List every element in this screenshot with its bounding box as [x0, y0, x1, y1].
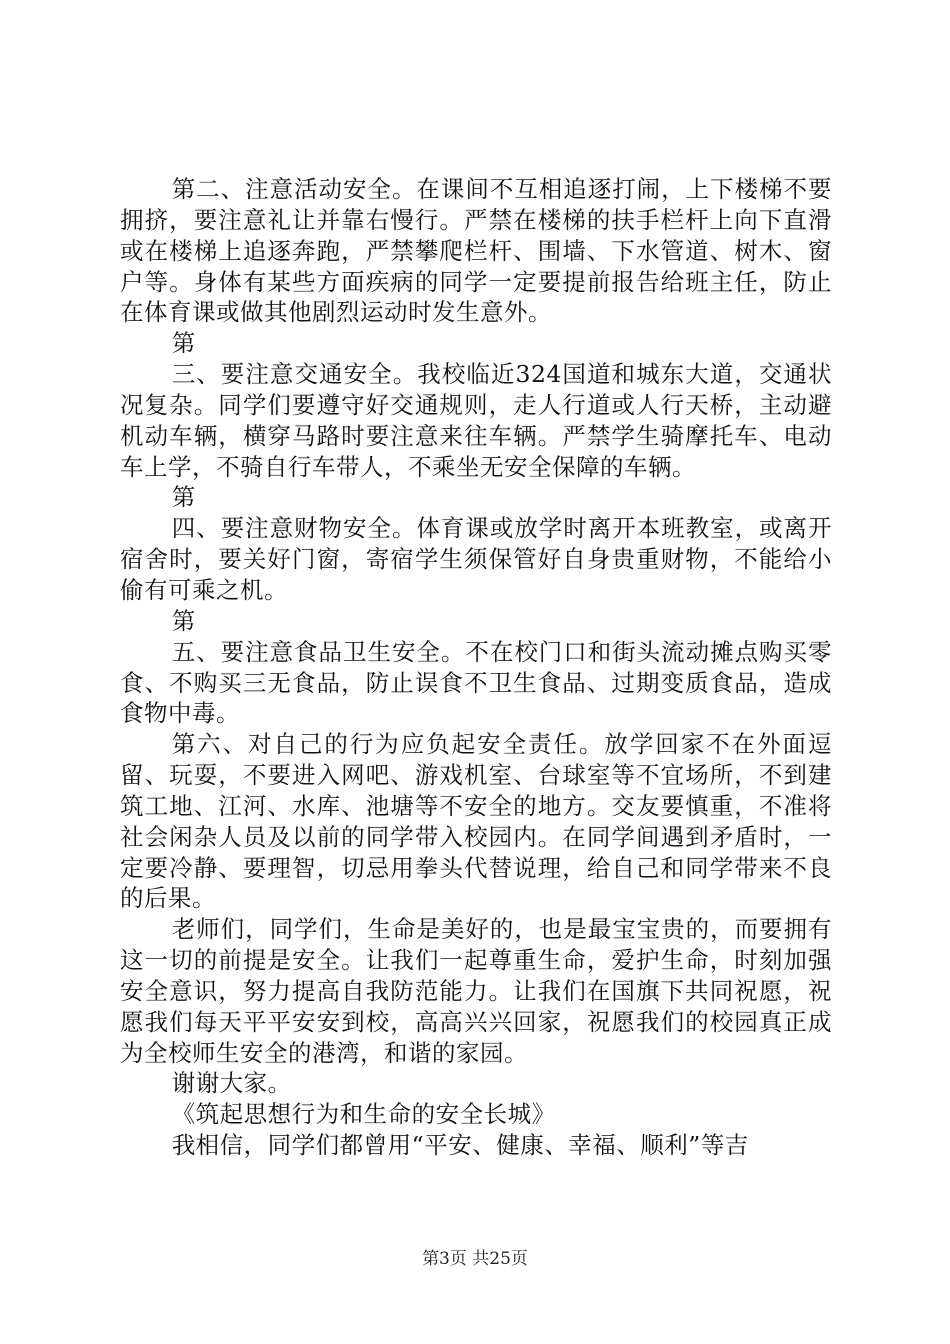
document-body — [120, 174, 832, 1161]
paragraph-next-speech-start: 我相信，同学们都曾用“平安、健康、幸福、顺利”等吉 — [171, 1131, 749, 1160]
paragraph-activity-safety: 第二、注意活动安全。在课间不互相追逐打闹，上下楼梯不要拥挤，要注意礼让并靠右慢行。严禁在楼梯的扶手栏杆上向下直滑或在楼梯上追逐奔跑，严禁攀爬栏杆、围墙、下水管道、树木、窗户等。身体有某些方面疾病的同学一定要提前报告给班主任，防止在体育课或做其他剧烈运动时发生意外。 — [120, 175, 832, 327]
paragraph-closing-appeal: 老师们，同学们，生命是美好的，也是最宝宝贵的，而要拥有这一切的前提是安全。让我们一起尊重生命，爱护生命，时刻加强安全意识，努力提高自我防范能力。让我们在国旗下共同祝愿，祝愿我们每天平平安安到校，高高兴兴回家，祝愿我们的校园真正成为全校师生安全的港湾，和谐的家园。 — [120, 915, 832, 1067]
paragraph-ordinal-fragment: 第 — [171, 606, 196, 635]
paragraph-traffic-safety: 三、要注意交通安全。我校临近324国道和城东大道，交通状况复杂。同学们要遵守好交通规则，走人行道或人行天桥，主动避机动车辆，横穿马路时要注意来往车辆。严禁学生骑摩托车、电动车上学，不骑自行车带人，不乘坐无安全保障的车辆。 — [120, 360, 832, 481]
paragraph-ordinal-fragment: 第 — [171, 329, 196, 358]
section-title: 《筑起思想行为和生命的安全长城》 — [171, 1100, 556, 1129]
paragraph-ordinal-fragment: 第 — [171, 483, 196, 512]
paragraph-food-safety: 五、要注意食品卫生安全。不在校门口和街头流动摊点购买零食、不购买三无食品，防止误食不卫生食品、过期变质食品，造成食物中毒。 — [120, 637, 832, 728]
paragraph-thanks: 谢谢大家。 — [171, 1069, 292, 1098]
paragraph-property-safety: 四、要注意财物安全。体育课或放学时离开本班教室，或离开宿舍时，要关好门窗，寄宿学生须保管好自身贵重财物，不能给小偷有可乘之机。 — [120, 514, 832, 604]
page-number-footer: 第3页 共25页 — [422, 1249, 528, 1269]
paragraph-behavior-responsibility: 第六、对自己的行为应负起安全责任。放学回家不在外面逗留、玩耍，不要进入网吧、游戏机室、台球室等不宜场所，不到建筑工地、江河、水库、池塘等不安全的地方。交友要慎重，不准将社会闲杂人员及以前的同学带入校园内。在同学间遇到矛盾时，一定要冷静、要理智，切忌用拳头代替说理，给自己和同学带来不良的后果。 — [120, 730, 832, 913]
